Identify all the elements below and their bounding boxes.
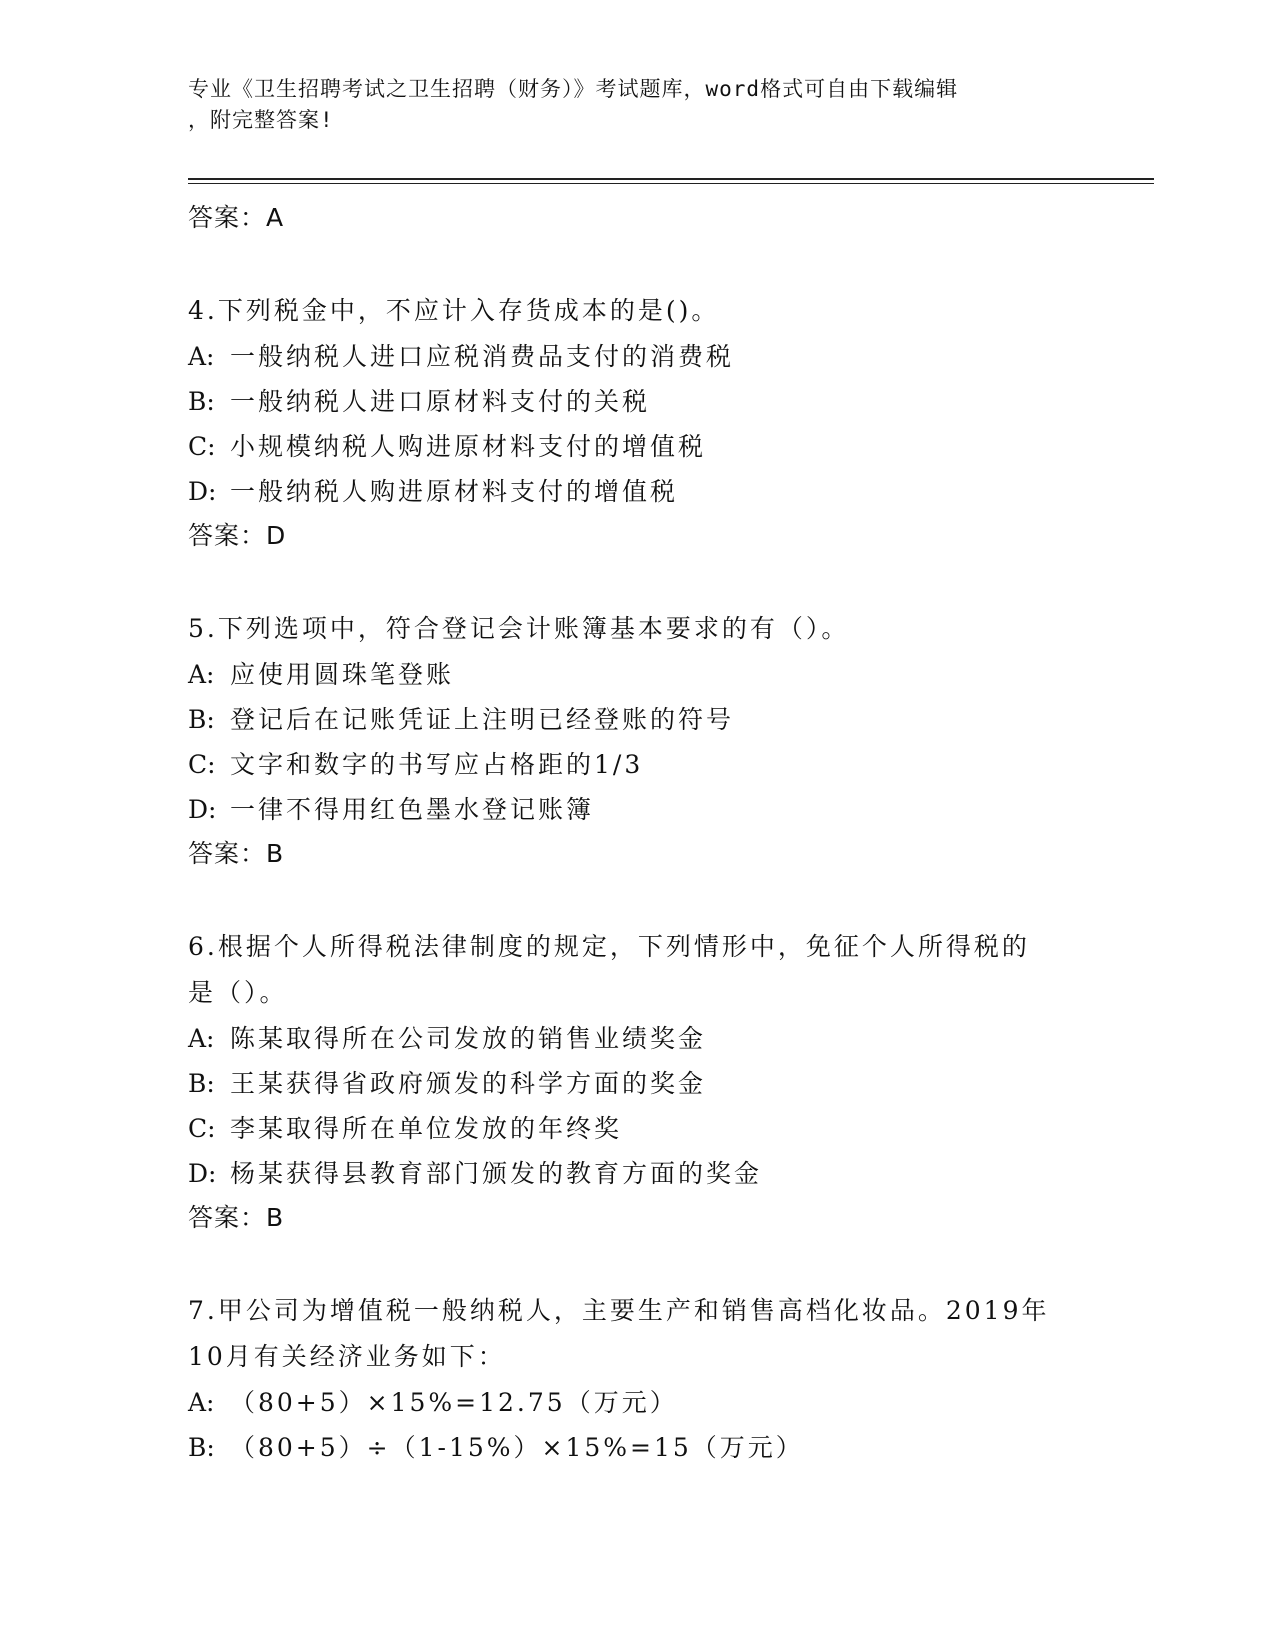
option-label: D: xyxy=(188,795,217,824)
option-label: B: xyxy=(188,387,215,416)
question-block xyxy=(188,1288,1088,1470)
question-block xyxy=(188,606,1088,876)
option-row xyxy=(188,787,1088,832)
answer-line xyxy=(188,832,1088,876)
answer-prefix: 答案： xyxy=(188,839,267,868)
option-text: 应使用圆珠笔登账 xyxy=(230,660,455,689)
header-divider xyxy=(188,178,1154,180)
option-label: C: xyxy=(188,432,216,461)
answer-prefix: 答案： xyxy=(188,521,267,550)
option-text: 一律不得用红色墨水登记账簿 xyxy=(230,795,595,824)
option-label: D: xyxy=(188,1159,217,1188)
option-text: （80+5）×15%=12.75（万元） xyxy=(230,1388,678,1417)
question-stem-line: 7.甲公司为增值税一般纳税人，主要生产和销售高档化妆品。2019年 xyxy=(188,1296,1050,1325)
option-label: A: xyxy=(188,1388,215,1417)
question-block xyxy=(188,288,1088,558)
answer-line xyxy=(188,514,1088,558)
answer-line xyxy=(188,1196,1088,1240)
option-text: 一般纳税人进口原材料支付的关税 xyxy=(230,387,651,416)
answer-value: D xyxy=(266,521,287,550)
block-spacer xyxy=(188,558,1088,606)
block-spacer xyxy=(188,240,1088,288)
option-label: A: xyxy=(188,660,215,689)
option-row xyxy=(188,697,1088,742)
answer-prefix: 答案： xyxy=(188,1203,267,1232)
question-stem-line: 10月有关经济业务如下： xyxy=(188,1342,506,1371)
option-label: A: xyxy=(188,342,215,371)
answer-prefix: 答案： xyxy=(188,203,267,232)
option-text: 登记后在记账凭证上注明已经登账的符号 xyxy=(230,705,735,734)
option-label: B: xyxy=(188,705,215,734)
header-divider-thin xyxy=(188,183,1154,184)
option-row xyxy=(188,742,1088,787)
option-label: C: xyxy=(188,1114,216,1143)
option-text: 小规模纳税人购进原材料支付的增值税 xyxy=(230,432,707,461)
option-text: 一般纳税人进口应税消费品支付的消费税 xyxy=(230,342,735,371)
option-row xyxy=(188,469,1088,514)
answer-line xyxy=(188,196,1088,240)
answer-value: A xyxy=(266,203,285,232)
option-label: A: xyxy=(188,1024,215,1053)
answer-value: B xyxy=(266,839,285,868)
option-row xyxy=(188,1151,1088,1196)
option-text: 文字和数字的书写应占格距的1/3 xyxy=(230,750,644,779)
option-text: 王某获得省政府颁发的科学方面的奖金 xyxy=(230,1069,707,1098)
header-line-1: 专业《卫生招聘考试之卫生招聘（财务）》考试题库，word格式可自由下载编辑 xyxy=(188,77,959,101)
header-line-2: ，附完整答案! xyxy=(188,108,334,132)
option-row xyxy=(188,1425,1088,1470)
option-row xyxy=(188,379,1088,424)
option-label: B: xyxy=(188,1069,215,1098)
option-row xyxy=(188,1016,1088,1061)
question-stem-line: 6.根据个人所得税法律制度的规定，下列情形中，免征个人所得税的 xyxy=(188,932,1030,961)
question-stem-line: 5.下列选项中，符合登记会计账簿基本要求的有（）。 xyxy=(188,614,850,643)
option-row xyxy=(188,1380,1088,1425)
block-spacer xyxy=(188,876,1088,924)
option-row xyxy=(188,1106,1088,1151)
option-row xyxy=(188,652,1088,697)
question-stem-line: 4.下列税金中，不应计入存货成本的是()。 xyxy=(188,296,720,325)
question-list xyxy=(188,196,1088,1470)
option-text: （80+5）÷（1-15%）×15%=15（万元） xyxy=(230,1433,804,1462)
question-stem-line: 是（）。 xyxy=(188,978,288,1007)
option-text: 杨某获得县教育部门颁发的教育方面的奖金 xyxy=(230,1159,763,1188)
option-label: D: xyxy=(188,477,217,506)
option-label: B: xyxy=(188,1433,215,1462)
option-row xyxy=(188,334,1088,379)
question-block xyxy=(188,924,1088,1240)
option-row xyxy=(188,424,1088,469)
document-header xyxy=(188,74,1068,136)
option-text: 一般纳税人购进原材料支付的增值税 xyxy=(230,477,679,506)
option-row xyxy=(188,1061,1088,1106)
option-text: 李某取得所在单位发放的年终奖 xyxy=(230,1114,623,1143)
option-text: 陈某取得所在公司发放的销售业绩奖金 xyxy=(230,1024,707,1053)
answer-value: B xyxy=(266,1203,285,1232)
block-spacer xyxy=(188,1240,1088,1288)
option-label: C: xyxy=(188,750,216,779)
